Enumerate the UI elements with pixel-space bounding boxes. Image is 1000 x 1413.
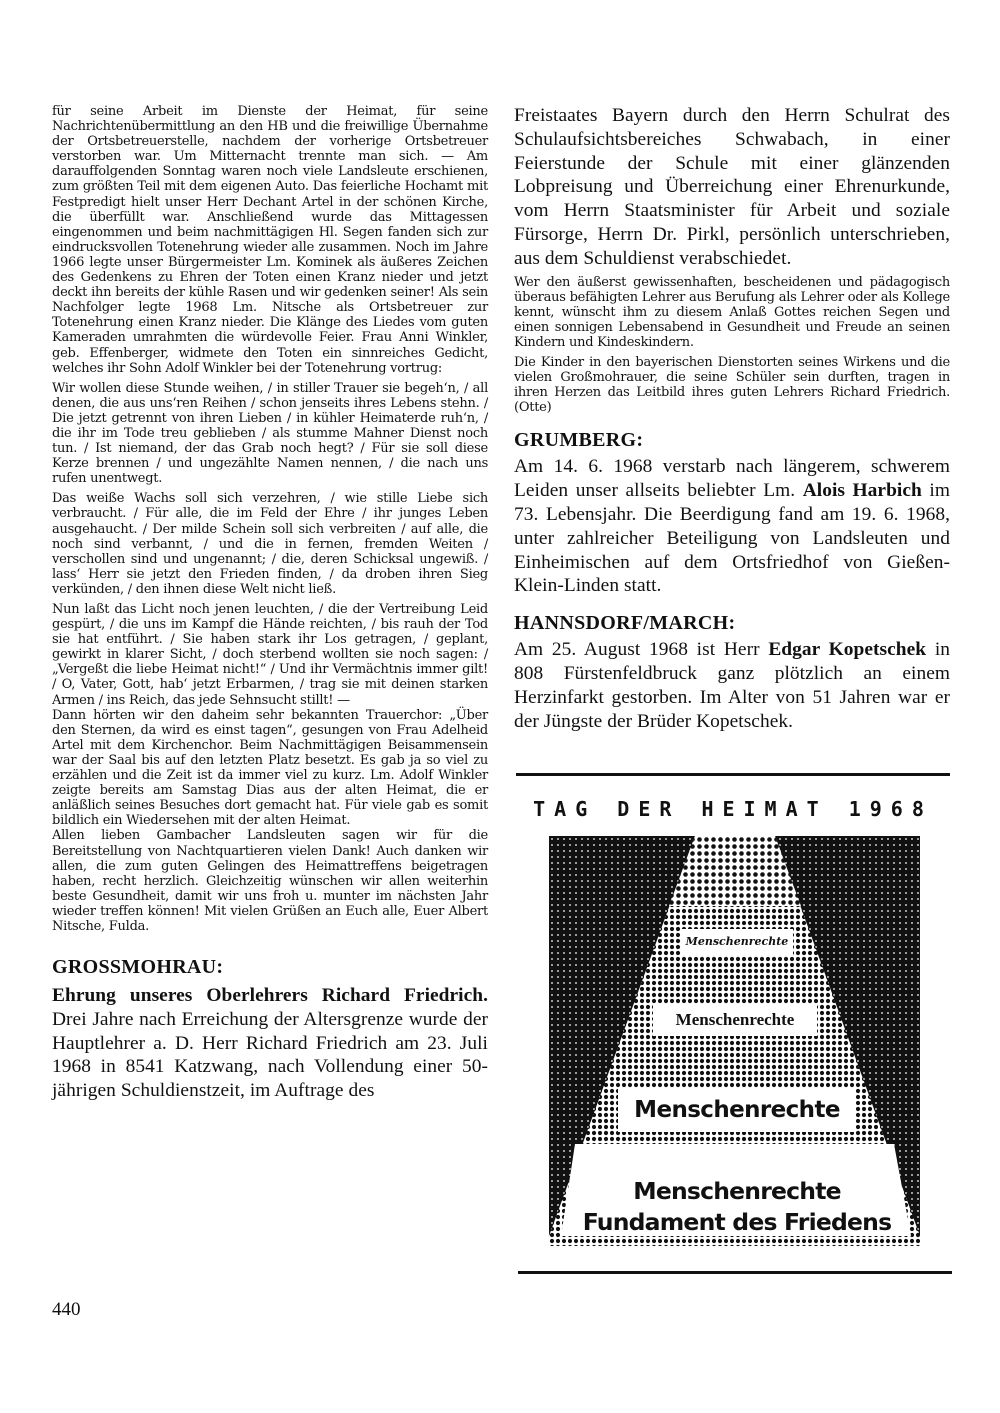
section-heading-hannsdorf: HANNSDORF/MARCH:: [514, 612, 736, 635]
page-number: 440: [52, 1299, 81, 1320]
poster-label-serif: Menschenrechte: [653, 1004, 817, 1036]
article-text: im 73. Lebensjahr. Die Beerdigung fand am 19. 6. 1968, unter zahlreicher Beteiligung von Landsleuten und Einheimischen auf dem Ortsfriedhof von Gießen-Klein-Linden statt.: [514, 480, 950, 597]
left-column: [52, 104, 488, 1103]
poem-stanza: Das weiße Wachs soll sich verzehren, / wie stille Liebe sich verbraucht. / Für alle, die im Feld der Ehre / ihr junges Leben ausgehaucht. / Der milde Schein soll sich verbreiten / auf alle, die noch sind verbannt, / und die in fernen, fremden Weiten / verschollen sind und ungenannt; / die, deren Schicksal ungewiß. / lass‘ Herr sie jetzt den Frieden finden, / da droben ihren Sieg verkünden, / den ihnen diese Welt nicht ließ.: [52, 491, 488, 597]
divider-rule: [516, 773, 950, 776]
grumberg-article: [514, 455, 950, 598]
article-paragraph: für seine Arbeit im Dienste der Heimat, für seine Nachrichtenübermittlung an den HB und die freiwillige Übernahme der Ortsbetreuerstelle, nachdem der vorherige Ortsbetreuer verstorben war. Um Mitternacht trennte man sich. — Am darauffolgenden Sonntag waren noch viele Landsleute erschienen, zum größten Teil mit dem eigenen Auto. Das feierliche Hochamt mit Festpredigt hielt unser Herr Dechant Artel in der schönen Kirche, die überfüllt war. Anschließend wurde das Mittagessen eingenommen und beim nachmittägigen Hl. Segen fanden sich zur eindrucksvollen Totenehrung wieder alle zusammen. Noch im Jahre 1966 legte unser Bürgermeister Lm. Kominek als äußeres Zeichen des Gedenkens zu Ehren der Toten einen Kranz nieder und jetzt deckt ihn bereits der kühle Rasen und wir gedenken seiner! Als sein Nachfolger legte 1968 Lm. Nitsche als Ortsbetreuer zur Totenehrung einen Kranz nieder. Die Klänge des Liedes vom guten Kameraden umrahmten die würdevolle Feier. Frau Anni Winkler, geb. Effenberger, widmete den Toten ein sinnreiches Gedicht, welches ihr Sohn Adolf Winkler bei der Totenehrung vortrug:: [52, 104, 488, 376]
deceased-name: Alois Harbich: [802, 480, 922, 502]
article-paragraph: Allen lieben Gambacher Landsleuten sagen wir für die Bereitstellung von Nachtquartieren vielen Dank! Auch danken wir allen, die zum guten Gelingen des Heimattreffens beigetragen haben, recht herzlich. Gleichzeitig wünschen wir allen weiterhin beste Gesundheit, damit wir uns froh u. munter im nächsten Jahr wieder treffen können! Mit vielen Grüßen an Euch alle, Euer Albert Nitsche, Fulda.: [52, 828, 488, 934]
poster-label-script: Menschenrechte: [681, 929, 793, 955]
article-text: Drei Jahre nach Erreichung der Altersgrenze wurde der Hauptlehrer a. D. Herr Richard Friedrich am 23. Juli 1968 in 8541 Katzwang, nach Vollendung einer 50-jährigen Schuldienstzeit, im Auftrage des: [52, 1008, 488, 1102]
article-paragraph: Dann hörten wir den daheim sehr bekannten Trauerchor: „Über den Sternen, da wird es einst tagen“, gesungen von Frau Adelheid Artel mit dem Kirchenchor. Beim Nachmittägigen Beisammensein war der Saal bis auf den letzten Platz besetzt. Es gab ja so viel zu erzählen und die Zeit ist da immer viel zu kurz. Lm. Adolf Winkler zeigte bereits am Samstag Dias aus der alten Heimat, die er anläßlich seines Besuches dort gemacht hat. Für viele gab es somit bildlich ein Wiedersehen mit der alten Heimat.: [52, 707, 488, 829]
section-heading-grumberg: GRUMBERG:: [514, 429, 644, 452]
article-paragraph: Wer den äußerst gewissenhaften, bescheidenen und pädagogisch überaus befähigten Lehrer aus Berufung als Lehrer oder als Kollege kennt, wünscht ihm zu diesem Anlaß Gottes reichen Segen und einen sonnigen Lebensabend in Gesundheit und Freude an seinen Kindern und Kindeskindern.: [514, 274, 950, 350]
deceased-name: Edgar Kopetschek: [768, 639, 927, 661]
section-heading-grossmohrau: GROSSMOHRAU:: [52, 956, 224, 979]
article-paragraph: Die Kinder in den bayerischen Dienstorten seines Wirkens und die vielen Großmohrauer, die seine Schüler sein durften, tragen in ihren Herzen das Leitbild ihres guten Lehrers Richard Friedrich. (Otte): [514, 355, 950, 416]
poem-stanza: Wir wollen diese Stunde weihen, / in stiller Trauer sie begeh‘n, / all denen, die aus uns‘ren Reihen / schon jenseits ihres Lebens stehn. / Die jetzt getrennt von ihren Lieben / in kühler Heimaterde ruh‘n, / die ihr im Tode treu geblieben / als stumme Mahner Dienst noch tun. / Ist niemand, der das Grab noch hegt? / Für sie soll diese Kerze brennen / und ungezählte Namen nennen, / die nach uns rufen unentwegt.: [52, 380, 488, 487]
hannsdorf-article: [514, 638, 950, 733]
poem-stanza: Nun laßt das Licht noch jenen leuchten, / die der Vertreibung Leid gespürt, / die uns im Kampf die Hände reichten, / bis rauh der Tod sie hat entführt. / Sie haben stark ihr Los getragen, / geplant, gewirkt in klarer Sicht, / doch sterbend wollten sie noch sagen: / „Vergeßt die liebe Heimat nicht!“ / Und ihr Vermächtnis immer gilt! / O, Vater, Gott, hab‘ jetzt Erbarmen, / trag sie mit deinen starken Armen / ins Reich, das jede Sehnsucht stillt! —: [52, 602, 488, 708]
poster-slogan-line-1: Menschenrechte: [633, 1177, 841, 1205]
grossmohrau-article: [52, 984, 488, 1103]
article-continuation: Freistaates Bayern durch den Herrn Schulrat des Schulaufsichtsbereiches Schwabach, in einer Feierstunde der Schule mit einer glänzenden Lobpreisung und Überreichung einer Ehrenurkunde, vom Herrn Staatsminister für Arbeit und soziale Fürsorge, Herrn Dr. Pirkl, persönlich unterschrieben, aus dem Schuldienst verabschiedet.: [514, 105, 950, 269]
poster-slogan: [559, 1176, 915, 1238]
poster-slogan-line-2: Fundament des Friedens: [582, 1208, 892, 1236]
poster-label-sans: Menschenrechte: [618, 1088, 856, 1132]
article-text: Am 14. 6. 1968 verstarb nach längerem, schwerem Leiden unser allseits beliebter Lm.: [514, 456, 950, 502]
article-text: in 808 Fürstenfeldbruck ganz plötzlich an einem Herzinfarkt gestorben. Im Alter von 51 Jahren war er der Jüngste der Brüder Kopetschek.: [514, 639, 951, 732]
right-column: [514, 104, 950, 733]
divider-rule: [518, 1271, 952, 1274]
poster-title: TAG DER HEIMAT 1968: [533, 797, 933, 821]
article-text: Am 25. August 1968 ist Herr: [514, 639, 769, 661]
poster-tag-der-heimat: [549, 836, 920, 1246]
article-lead-bold: Ehrung unseres Oberlehrers Richard Friedrich.: [52, 985, 488, 1007]
